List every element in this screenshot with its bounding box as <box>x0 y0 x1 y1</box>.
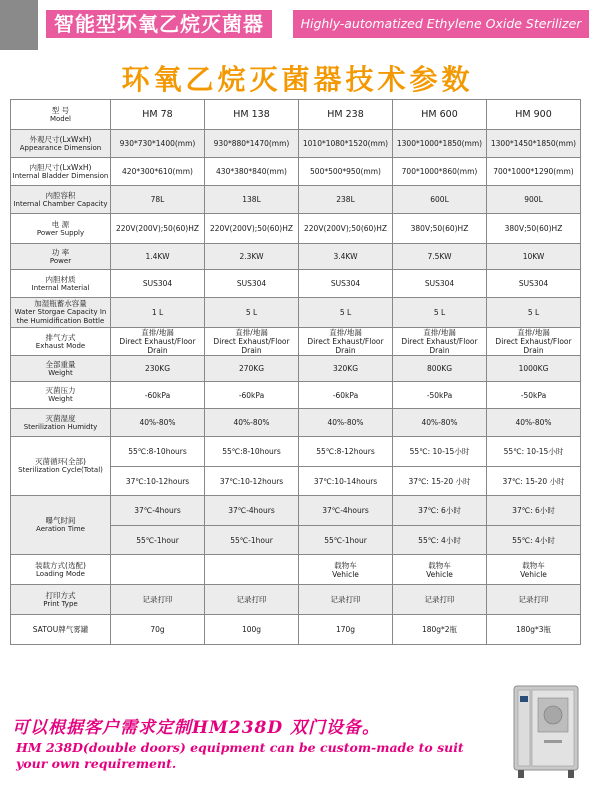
cell-value: 430*380*840(mm) <box>216 167 287 176</box>
row-label <box>11 382 111 409</box>
cell-value: 5 L <box>433 308 446 317</box>
row-label-en: Loading Mode <box>36 569 85 578</box>
row-label-cn: 内腔容积 <box>45 190 76 200</box>
cell-value: 载物车 <box>522 560 545 570</box>
table-cell <box>299 186 393 214</box>
header-title-cn: 智能型环氧乙烷灭菌器 <box>46 10 272 38</box>
model-label-cn: 型 号 <box>51 105 70 115</box>
row-label <box>11 555 111 585</box>
table-cell <box>111 356 205 382</box>
row-label <box>11 244 111 270</box>
table-row <box>11 270 581 298</box>
spec-table <box>10 99 581 645</box>
table-cell <box>487 244 581 270</box>
satou-row <box>11 615 581 645</box>
cell-value: 1000KG <box>518 364 549 373</box>
table-cell: 37℃-4hours <box>111 496 205 526</box>
model-label <box>11 100 111 130</box>
cell-value: -50kPa <box>426 390 453 400</box>
row-label-en: Internal Material <box>31 283 90 292</box>
row-label-en: Sterilization Humidty <box>23 422 98 431</box>
row-label <box>11 585 111 615</box>
table-cell <box>393 298 487 328</box>
cell-value: 2.3KW <box>239 252 264 261</box>
table-cell <box>487 158 581 186</box>
row-label-en: Exhaust Mode <box>35 341 86 350</box>
cell-value: 930*880*1470(mm) <box>213 139 290 148</box>
row-label-cn: 曝气时间 <box>45 516 76 525</box>
table-row <box>11 298 581 328</box>
table-row <box>11 130 581 158</box>
cell-value-en: Vehicle <box>426 569 453 579</box>
cell-value: 直排/地漏 <box>329 328 362 337</box>
header-band <box>0 0 595 50</box>
cell-value: 380V;50(60)HZ <box>504 224 563 233</box>
table-cell <box>205 244 299 270</box>
promo-cn: 可以根据客户需求定制HM238D 双门设备。 <box>12 718 381 738</box>
table-cell: 55℃: 4小时 <box>393 526 487 555</box>
table-cell: 180g*3瓶 <box>487 615 581 645</box>
row-label-cn: 打印方式 <box>45 590 76 600</box>
table-cell: 170g <box>299 615 393 645</box>
cell-value: SUS304 <box>518 279 549 288</box>
cell-value: 直排/地漏 <box>423 328 456 337</box>
cell-value: 40%-80% <box>233 418 270 427</box>
row-label-en: Internal Bladder Dimension <box>12 171 109 180</box>
table-cell <box>487 186 581 214</box>
cell-value: 800KG <box>426 364 453 373</box>
cell-value: 380V;50(60)HZ <box>410 224 469 233</box>
cell-value-en: Vehicle <box>332 569 359 579</box>
table-cell <box>299 244 393 270</box>
cell-value-en: Direct Exhaust/Floor Drain <box>213 337 290 355</box>
table-cell <box>205 409 299 437</box>
model-header: HM 900 <box>487 100 581 130</box>
cell-value: 78L <box>150 195 165 204</box>
table-cell <box>111 270 205 298</box>
cell-value: -50kPa <box>520 390 547 400</box>
table-cell <box>299 298 393 328</box>
cell-value: 700*1000*1290(mm) <box>493 167 574 176</box>
model-header: HM 78 <box>111 100 205 130</box>
table-cell <box>111 328 205 356</box>
row-label-en: Power <box>49 256 72 265</box>
cell-value: 40%-80% <box>515 418 552 427</box>
sterilizer-machine-image <box>508 682 584 782</box>
model-header: HM 600 <box>393 100 487 130</box>
model-header: HM 238 <box>299 100 393 130</box>
cell-value: 1010*1080*1520(mm) <box>302 139 389 148</box>
table-cell: 记录打印 <box>205 585 299 615</box>
cell-value: 600L <box>430 195 449 204</box>
cell-value: 5 L <box>245 308 258 317</box>
row-label <box>11 214 111 244</box>
table-cell: 55℃:8-10hours <box>205 437 299 467</box>
table-cell <box>111 186 205 214</box>
table-row <box>11 214 581 244</box>
table-cell: 55℃:8-12hours <box>299 437 393 467</box>
row-label <box>11 496 111 555</box>
table-cell <box>487 214 581 244</box>
row-label-cn: 灭菌循环(全部) <box>35 457 86 466</box>
table-cell <box>487 298 581 328</box>
cell-value: 直排/地漏 <box>235 328 268 337</box>
table-row <box>11 409 581 437</box>
row-label-en: Internal Chamber Capacity <box>13 199 108 208</box>
cell-value: 载物车 <box>428 560 451 570</box>
table-cell: 记录打印 <box>487 585 581 615</box>
row-label-en: Weight <box>48 368 73 377</box>
cell-value: 220V(200V);50(60)HZ <box>304 224 387 233</box>
table-cell <box>487 270 581 298</box>
table-cell <box>393 270 487 298</box>
table-cell <box>299 328 393 356</box>
table-cell <box>393 356 487 382</box>
table-cell <box>111 244 205 270</box>
loading-row <box>11 555 581 585</box>
table-cell: 37℃:10-12hours <box>111 467 205 496</box>
table-cell: 37℃-4hours <box>205 496 299 526</box>
row-label <box>11 409 111 437</box>
print-row <box>11 585 581 615</box>
table-row <box>11 328 581 356</box>
table-cell: 记录打印 <box>111 585 205 615</box>
table-row <box>11 382 581 409</box>
cell-value: 5 L <box>339 308 352 317</box>
cell-value: 1.4KW <box>145 252 170 261</box>
table-cell <box>299 214 393 244</box>
cell-value: 7.5KW <box>427 252 452 261</box>
aeration-row <box>11 496 581 526</box>
table-row <box>11 186 581 214</box>
row-label-cn: 功 率 <box>51 247 70 257</box>
table-row <box>11 244 581 270</box>
model-header: HM 138 <box>205 100 299 130</box>
cell-value: SUS304 <box>142 279 173 288</box>
cell-value-en: Direct Exhaust/Floor Drain <box>495 337 572 355</box>
row-label <box>11 270 111 298</box>
table-cell <box>393 186 487 214</box>
table-cell <box>487 555 581 585</box>
row-label-cn: 内胆尺寸(LxWxH) <box>29 162 92 172</box>
table-cell: 55℃: 4小时 <box>487 526 581 555</box>
cell-value: 238L <box>336 195 355 204</box>
cycle-row <box>11 437 581 467</box>
table-cell <box>205 214 299 244</box>
row-label-cn: 加湿瓶蓄水容量 <box>34 299 87 308</box>
table-header-row <box>11 100 581 130</box>
row-label-en: Sterilization Cycle(Total) <box>18 466 103 474</box>
table-cell <box>487 409 581 437</box>
cell-value: 138L <box>242 195 261 204</box>
cell-value: 230KG <box>144 364 171 373</box>
table-cell: 55℃-1hour <box>205 526 299 555</box>
table-cell: 37℃: 15-20 小时 <box>487 467 581 496</box>
cell-value: 40%-80% <box>421 418 458 427</box>
table-cell <box>205 298 299 328</box>
row-label <box>11 186 111 214</box>
cell-value: 1 L <box>151 308 164 317</box>
table-cell: 100g <box>205 615 299 645</box>
cell-value: 1300*1450*1850(mm) <box>490 139 577 148</box>
table-cell <box>299 270 393 298</box>
satou-label: SATOU牌气雾罐 <box>11 615 111 645</box>
table-cell <box>487 382 581 409</box>
cell-value: 40%-80% <box>139 418 176 427</box>
table-cell <box>111 158 205 186</box>
row-label-cn: 装载方式(选配) <box>35 560 86 570</box>
table-cell <box>111 555 205 585</box>
table-cell <box>299 555 393 585</box>
row-label-en: Water Storgae Capacity In the Humidification Bottle <box>14 308 107 325</box>
table-cell <box>393 409 487 437</box>
table-cell <box>205 186 299 214</box>
row-label <box>11 356 111 382</box>
cell-value: 3.4KW <box>333 252 358 261</box>
table-cell <box>393 244 487 270</box>
table-cell: 记录打印 <box>393 585 487 615</box>
model-label-en: Model <box>49 114 72 123</box>
row-label <box>11 437 111 496</box>
cell-value-en: Direct Exhaust/Floor Drain <box>307 337 384 355</box>
table-cell: 55℃: 10-15小时 <box>487 437 581 467</box>
cell-value: 载物车 <box>334 560 357 570</box>
cell-value: 10KW <box>522 252 545 261</box>
cell-value: 500*500*950(mm) <box>310 167 381 176</box>
table-cell <box>487 328 581 356</box>
cell-value-en: Direct Exhaust/Floor Drain <box>119 337 196 355</box>
header-grey-block <box>0 0 38 50</box>
cell-value-en: Direct Exhaust/Floor Drain <box>401 337 478 355</box>
cell-value: SUS304 <box>330 279 361 288</box>
cell-value: 270KG <box>238 364 265 373</box>
cell-value: 700*1000*860(mm) <box>401 167 478 176</box>
promo-en: HM 238D(double doors) equipment can be custom-made to suit your own requirement. <box>16 740 464 771</box>
cell-value: SUS304 <box>236 279 267 288</box>
cell-value-en: Vehicle <box>520 569 547 579</box>
cell-value: 220V(200V);50(60)HZ <box>210 224 293 233</box>
cell-value: 5 L <box>527 308 540 317</box>
table-cell <box>299 382 393 409</box>
table-cell <box>393 214 487 244</box>
table-cell <box>205 382 299 409</box>
table-cell <box>393 158 487 186</box>
table-row <box>11 158 581 186</box>
table-cell: 37℃: 6小时 <box>487 496 581 526</box>
cell-value: 1300*1000*1850(mm) <box>396 139 483 148</box>
cell-value: 40%-80% <box>327 418 364 427</box>
row-label-en: Print Type <box>43 599 78 608</box>
row-label <box>11 328 111 356</box>
row-label-en: Power Supply <box>36 228 85 237</box>
row-label-cn: 排气方式 <box>45 332 76 342</box>
cell-value: SUS304 <box>424 279 455 288</box>
table-cell <box>111 130 205 158</box>
row-label <box>11 130 111 158</box>
table-cell: 55℃-1hour <box>111 526 205 555</box>
table-cell <box>111 409 205 437</box>
row-label-en: Appearance Dimension <box>19 143 102 152</box>
row-label <box>11 158 111 186</box>
table-cell: 37℃: 6小时 <box>393 496 487 526</box>
table-cell <box>205 328 299 356</box>
table-cell <box>299 158 393 186</box>
table-cell <box>393 555 487 585</box>
cell-value: 420*300*610(mm) <box>122 167 193 176</box>
table-cell <box>111 214 205 244</box>
cell-value: -60kPa <box>144 390 171 400</box>
table-cell <box>205 356 299 382</box>
table-row <box>11 356 581 382</box>
table-cell <box>299 130 393 158</box>
cell-value: 直排/地漏 <box>141 328 174 337</box>
cell-value: 900L <box>524 195 543 204</box>
table-cell <box>205 270 299 298</box>
table-cell: 55℃: 10-15小时 <box>393 437 487 467</box>
table-cell <box>205 130 299 158</box>
cell-value: 直排/地漏 <box>517 328 550 337</box>
table-cell <box>299 356 393 382</box>
row-label-cn: 电 源 <box>51 219 70 229</box>
table-cell: 70g <box>111 615 205 645</box>
row-label <box>11 298 111 328</box>
table-cell <box>393 328 487 356</box>
header-title-en: Highly-automatized Ethylene Oxide Sterilizer <box>293 10 589 38</box>
row-label-en: Weight <box>48 395 73 403</box>
cell-value: 220V(200V);50(60)HZ <box>116 224 199 233</box>
table-cell: 记录打印 <box>299 585 393 615</box>
row-label-cn: 外观尺寸(LxWxH) <box>29 134 92 144</box>
row-label-cn: 全部重量 <box>45 359 76 369</box>
row-label-cn: 灭菌压力 <box>45 386 76 395</box>
table-cell <box>393 130 487 158</box>
table-cell <box>111 382 205 409</box>
cell-value: -60kPa <box>332 390 359 400</box>
table-cell <box>487 356 581 382</box>
table-cell: 180g*2瓶 <box>393 615 487 645</box>
table-cell: 55℃-1hour <box>299 526 393 555</box>
table-cell <box>393 382 487 409</box>
row-label-cn: 灭菌湿度 <box>45 413 76 423</box>
spec-title: 环氧乙烷灭菌器技术参数 <box>121 63 474 96</box>
cell-value: 930*730*1400(mm) <box>119 139 196 148</box>
cell-value: -60kPa <box>238 390 265 400</box>
table-cell <box>299 409 393 437</box>
row-label-cn: 内胆材质 <box>45 274 76 284</box>
table-cell <box>205 158 299 186</box>
table-cell <box>111 298 205 328</box>
table-cell <box>487 130 581 158</box>
cell-value: 320KG <box>332 364 359 373</box>
row-label-en: Aeration Time <box>36 525 85 533</box>
table-cell <box>205 555 299 585</box>
table-cell: 37℃-4hours <box>299 496 393 526</box>
table-cell: 37℃:10-14hours <box>299 467 393 496</box>
table-cell: 55℃:8-10hours <box>111 437 205 467</box>
table-cell: 37℃:10-12hours <box>205 467 299 496</box>
table-cell: 37℃: 15-20 小时 <box>393 467 487 496</box>
